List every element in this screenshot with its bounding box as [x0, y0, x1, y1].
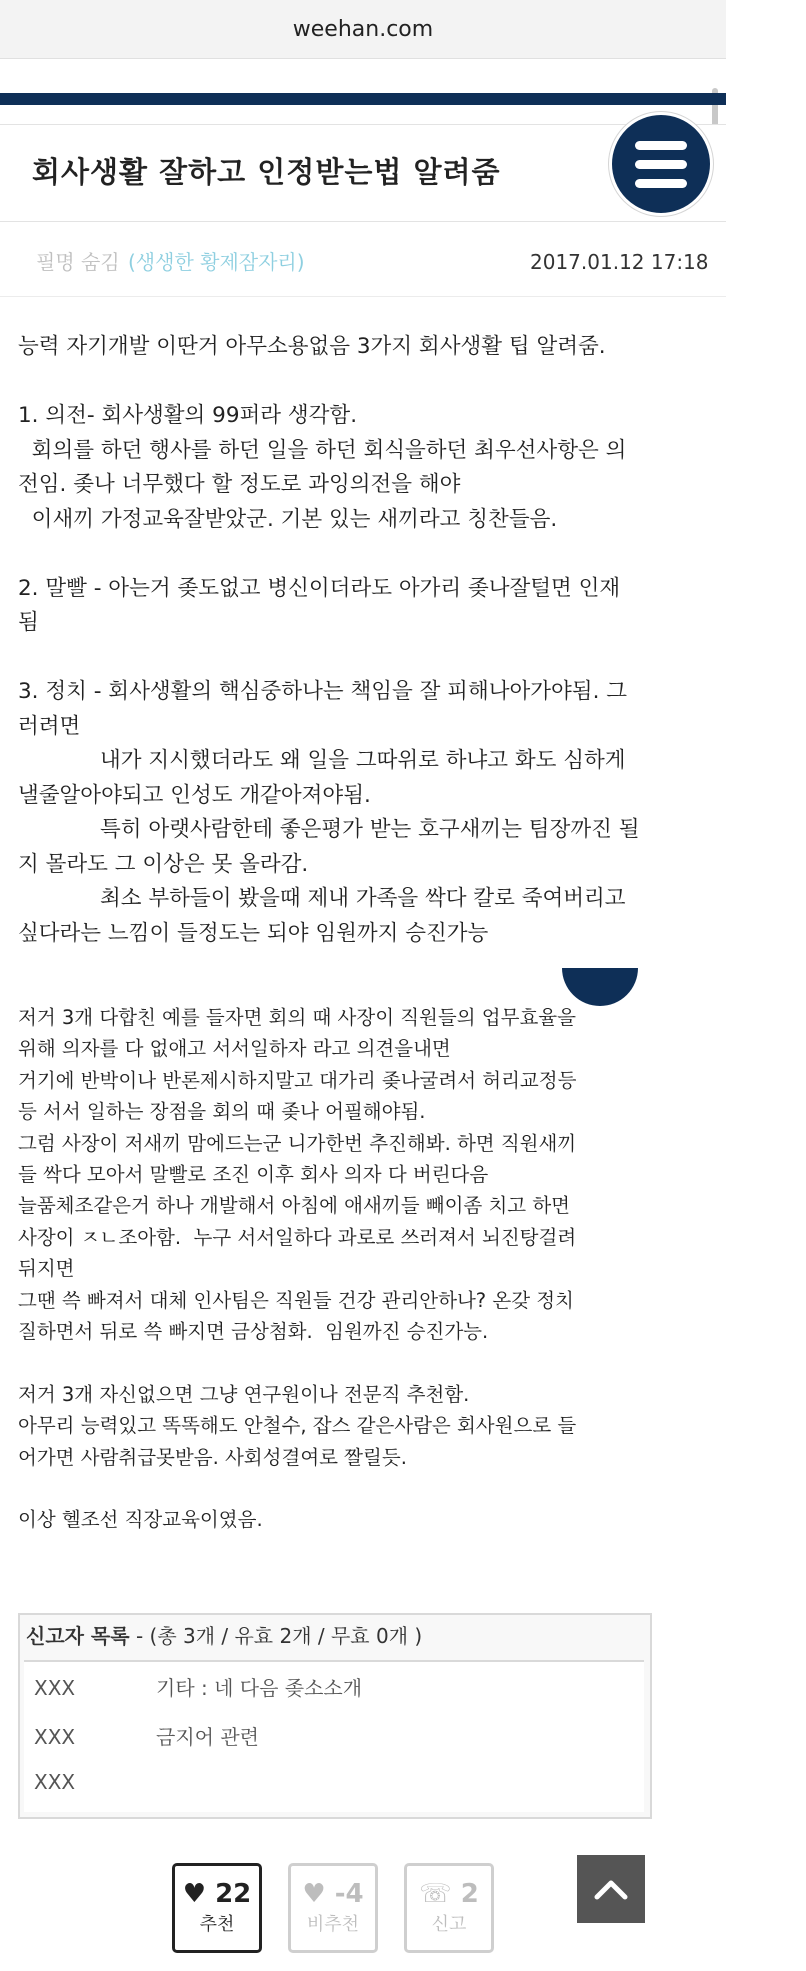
hamburger-icon-bar — [635, 141, 687, 150]
post-line: 능력 자기개발 이딴거 아무소용없음 3가지 회사생활 팁 알려줌. — [18, 334, 606, 359]
blank-line — [18, 641, 708, 676]
not-recommend-button[interactable] — [288, 1863, 378, 1953]
not-recommend-count: -4 — [334, 1879, 364, 1909]
post-line: 아무리 능력있고 똑똑해도 안철수, 잡스 같은사람은 회사원으로 들 — [18, 1414, 577, 1438]
url-text: weehan.com — [292, 16, 434, 42]
divider — [0, 296, 726, 297]
post-line: 러려면 — [18, 713, 81, 739]
post-line: 특히 아랫사람한테 좋은평가 받는 호구새끼는 팀장까진 될 — [18, 817, 640, 842]
blank-line — [18, 1473, 708, 1504]
hamburger-icon-bar — [635, 179, 687, 188]
post-line: 그럼 사장이 저새끼 맘에드는군 니가한번 추진해봐. 하면 직원새끼 — [18, 1131, 577, 1155]
scroll-to-top-button[interactable] — [577, 1855, 645, 1923]
not-recommend-label: 비추천 — [306, 1914, 360, 1935]
post-line: 회의를 하던 행사를 하던 일을 하던 회식을하던 최우선사항은 의 — [18, 437, 627, 463]
blank-line — [18, 1347, 708, 1378]
post-line: 3. 정치 - 회사생활의 핵심중하나는 책임을 잘 피해나아가야됨. 그 — [18, 679, 628, 704]
post-line: 2. 말빨 - 아는거 좆도없고 병신이더라도 아가리 좆나잘털면 인재 — [18, 575, 621, 601]
report-list-title: 신고자 목록 — [26, 1624, 130, 1648]
post-line: 질하면서 뒤로 쓱 빠지면 금상첨화. 임원까진 승진가능. — [18, 1320, 489, 1344]
post-line: 이새끼 가정교육잘받았군. 기본 있는 새끼라고 칭찬들음. — [18, 506, 558, 532]
reporter-name: XXX — [34, 1770, 76, 1794]
hamburger-icon-bar — [635, 160, 687, 169]
report-button[interactable] — [404, 1863, 494, 1953]
report-list-summary: - (총 3개 / 유효 2개 / 무효 0개 ) — [135, 1624, 423, 1648]
chevron-up-icon — [594, 1878, 628, 1900]
post-date: 2017.01.12 17:18 — [530, 250, 709, 274]
post-body — [18, 330, 708, 951]
post-line: 내가 지시했더라도 왜 일을 그따위로 하냐고 화도 심하게 — [18, 748, 626, 773]
post-line: 저거 3개 다합친 예를 들자면 회의 때 사장이 직원들의 업무효율을 — [18, 1006, 576, 1029]
post-line: 이상 헬조선 직장교육이였음. — [18, 1508, 263, 1532]
post-line: 전임. 좆나 너무했다 할 정도로 과잉의전을 해야 — [18, 472, 461, 497]
post-line: 저거 3개 자신없으면 그냥 연구원이나 전문직 추천함. — [18, 1382, 470, 1406]
recommend-label: 추천 — [199, 1914, 235, 1935]
post-line: 늘품체조같은거 하나 개발해서 아침에 애새끼들 빼이좀 치고 하면 — [18, 1194, 570, 1218]
floating-menu-button[interactable] — [562, 968, 638, 1006]
site-header-bar — [0, 93, 726, 105]
post-line: 싶다라는 느낌이 들정도는 되야 임원까지 승진가능 — [18, 920, 489, 946]
post-line: 뒤지면 — [18, 1257, 75, 1281]
post-line: 들 싹다 모아서 말빨로 조진 이후 회사 의자 다 버린다음 — [18, 1163, 489, 1187]
heart-icon: ♥ — [302, 1879, 326, 1909]
report-row — [34, 1770, 156, 1794]
report-row — [34, 1721, 259, 1750]
post-line: 어가면 사람취급못받음. 사회성결여로 짤릴듯. — [18, 1445, 407, 1469]
post-line: 됨 — [18, 610, 39, 635]
post-line: 위해 의자를 다 없애고 서서일하자 라고 의견을내면 — [18, 1037, 451, 1061]
post-line: 최소 부하들이 봤을때 제내 가족을 싹다 칼로 죽여버리고 — [18, 886, 626, 911]
recommend-button[interactable] — [172, 1863, 262, 1953]
menu-button[interactable] — [609, 112, 713, 216]
reporter-name: XXX — [34, 1725, 76, 1749]
report-count: 2 — [460, 1879, 479, 1909]
post-line: 등 서서 일하는 장점을 회의 때 좆나 어필해야됨. — [18, 1100, 426, 1124]
page-title: 회사생활 잘하고 인정받는법 알려줌 — [32, 155, 501, 189]
heart-icon: ♥ — [182, 1879, 207, 1909]
post-line: 1. 의전- 회사생활의 99퍼라 생각함. — [18, 403, 358, 428]
phone-icon: ☏ — [419, 1879, 452, 1909]
post-line: 지 몰라도 그 이상은 못 올라감. — [18, 851, 309, 877]
post-line: 거기에 반박이나 반론제시하지말고 대가리 좆나굴려서 허리교정등 — [18, 1068, 577, 1092]
blank-line — [18, 365, 708, 400]
post-body-continued — [18, 1002, 708, 1536]
post-line: 낼줄알아야되고 인성도 개같아져야됨. — [18, 782, 371, 808]
report-reason: 금지어 관련 — [156, 1725, 259, 1749]
browser-url-bar[interactable] — [0, 0, 726, 59]
post-line: 그땐 쓱 빠져서 대체 인사팀은 직원들 건강 관리안하나? 온갖 정치 — [18, 1288, 574, 1312]
report-reason: 기타 : 네 다음 좆소소개 — [156, 1676, 363, 1700]
author-group[interactable]: (생생한 황제잠자리) — [128, 250, 305, 274]
recommend-count: 22 — [215, 1879, 252, 1909]
post-line: 사장이 ㅈㄴ조아함. 누구 서서일하다 과로로 쓰러져서 뇌진탕걸려 — [18, 1225, 577, 1249]
report-row — [34, 1672, 362, 1701]
report-label: 신고 — [431, 1914, 467, 1935]
blank-line — [18, 537, 708, 572]
reporter-name: XXX — [34, 1676, 76, 1700]
report-list-header — [26, 1620, 422, 1649]
author-label: 필명 숨김 — [36, 250, 120, 274]
